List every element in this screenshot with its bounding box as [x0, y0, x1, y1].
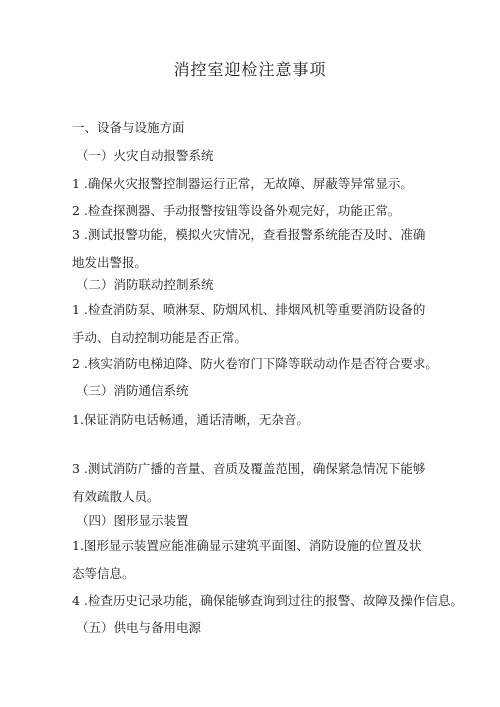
- list-item: 1 .确保火灾报警控制器运行正常，无故障、屏蔽等异常显示。: [72, 176, 413, 191]
- subsection-heading: （三）消防通信系统: [76, 383, 189, 398]
- subsection-heading: （二）消防联动控制系统: [76, 277, 214, 292]
- list-item: 1.图形显示装置应能准确显示建筑平面图、消防设施的位置及状态等信息。: [72, 538, 422, 581]
- list-item: 3 .测试报警功能，模拟火灾情况，查看报警系统能否及时、准确地发出警报。: [72, 227, 426, 270]
- list-item: 3 .测试消防广播的音量、音质及覆盖范围，确保紧急情况下能够有效疏散人员。: [72, 461, 426, 504]
- list-item: 2 .核实消防电梯迫降、防火卷帘门下降等联动动作是否符合要求。: [72, 356, 438, 371]
- list-item: 2 .检查探测器、手动报警按钮等设备外观完好，功能正常。: [72, 203, 401, 218]
- subsection-heading: （一）火灾自动报警系统: [76, 148, 214, 163]
- list-item: 1.保证消防电话畅通，通话清晰，无杂音。: [72, 412, 309, 427]
- list-item: 4 .检查历史记录功能，确保能够查询到过往的报警、故障及操作信息。: [72, 593, 463, 608]
- subsection-heading: （四）图形显示装置: [76, 513, 189, 528]
- list-item: 1 .检查消防泵、喷淋泵、防烟风机、排烟风机等重要消防设备的手动、自动控制功能是否正常。: [72, 302, 426, 345]
- document-title: 消控室迎检注意事项: [173, 60, 327, 79]
- section-heading: 一、设备与设施方面: [72, 120, 185, 135]
- subsection-heading: （五）供电与备用电源: [76, 620, 202, 635]
